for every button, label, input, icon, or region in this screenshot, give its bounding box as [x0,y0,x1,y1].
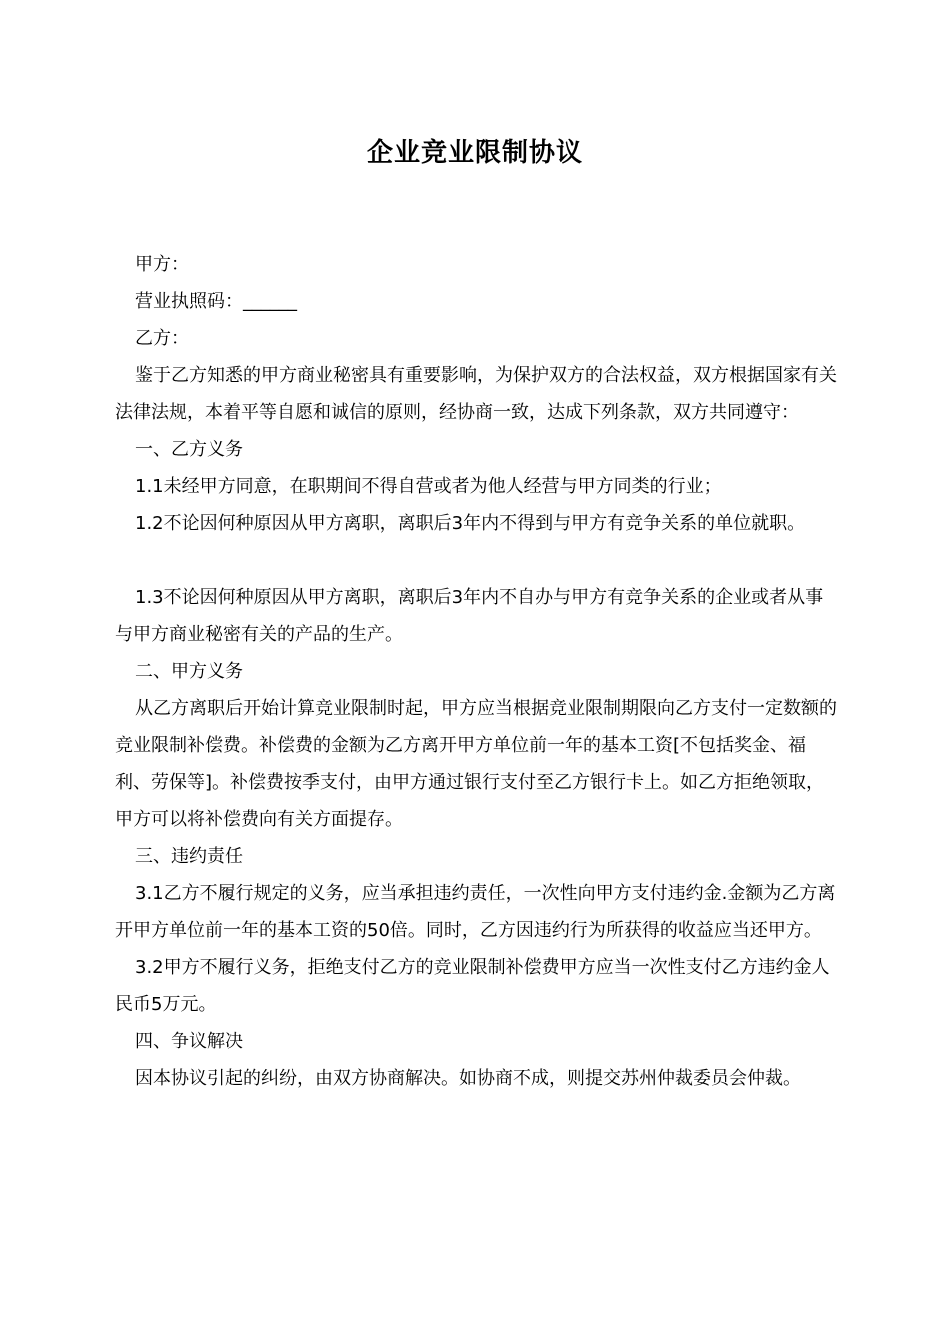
section-heading-liability: 三、违约责任 [135,846,243,867]
dispute-resolution-paragraph: 因本协议引起的纠纷，由双方协商解决。如协商不成，则提交苏州仲裁委员会仲裁。 [135,1068,801,1089]
section-heading-party-a-obligations: 二、甲方义务 [135,661,243,682]
blank-line [115,542,840,579]
preamble-paragraph: 鉴于乙方知悉的甲方商业秘密具有重要影响，为保护双方的合法权益，双方根据国家有关法律法规，本着平等自愿和诚信的原则，经协商一致，达成下列条款，双方共同遵守： [115,365,837,423]
section-heading-party-b-obligations: 一、乙方义务 [135,439,243,460]
license-code-line: 营业执照码：______ [135,291,297,312]
document-body [115,246,840,1097]
clause-1-1: 1.1未经甲方同意，在职期间不得自营或者为他人经营与甲方同类的行业； [135,476,722,497]
clause-1-2: 1.2不论因何种原因从甲方离职，离职后3年内不得到与甲方有竞争关系的单位就职。 [135,513,806,534]
document-title: 企业竞业限制协议 [366,138,583,168]
party-a-obligations-paragraph: 从乙方离职后开始计算竞业限制时起，甲方应当根据竞业限制期限向乙方支付一定数额的竞业限制补偿费。补偿费的金额为乙方离开甲方单位前一年的基本工资[不包括奖金、福利、劳保等]。补偿费按季支付，由甲方通过银行支付至乙方银行卡上。如乙方拒绝领取，甲方可以将补偿费向有关方面提存。 [115,698,837,830]
clause-3-1: 3.1乙方不履行规定的义务，应当承担违约责任，一次性向甲方支付违约金.金额为乙方离开甲方单位前一年的基本工资的50倍。同时，乙方因违约行为所获得的收益应当还甲方。 [115,883,836,941]
party-a-line: 甲方： [135,254,189,275]
clause-1-3: 1.3不论因何种原因从甲方离职，离职后3年内不自办与甲方有竞争关系的企业或者从事与甲方商业秘密有关的产品的生产。 [115,587,824,645]
party-b-line: 乙方： [135,328,189,349]
clause-3-2: 3.2甲方不履行义务，拒绝支付乙方的竞业限制补偿费甲方应当一次性支付乙方违约金人民币5万元。 [115,957,830,1015]
section-heading-dispute-resolution: 四、争议解决 [135,1031,243,1052]
